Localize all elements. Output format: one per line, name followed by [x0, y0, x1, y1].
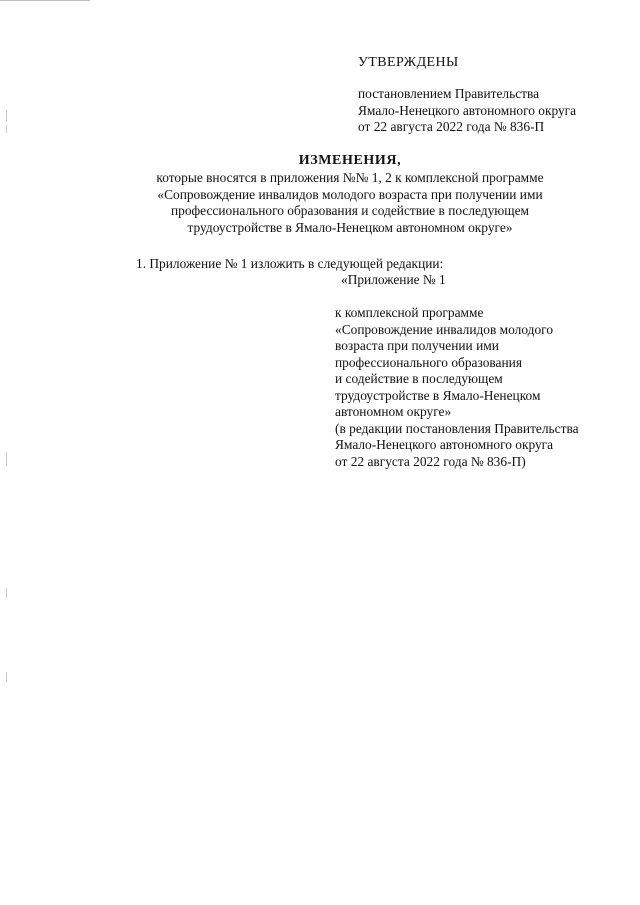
approval-stamp — [358, 54, 633, 136]
approval-line: постановлением Правительства — [358, 86, 540, 101]
appendix-line: «Сопровождение инвалидов молодого — [335, 321, 554, 337]
appendix-line: и содействие в последующем — [335, 371, 503, 386]
approval-line: Ямало-Ненецкого автономного округа — [358, 102, 577, 118]
changes-title: ИЗМЕНЕНИЯ, — [298, 153, 402, 168]
appendix-line: к комплексной программе — [335, 305, 484, 320]
appendix-line: автономном округе» — [335, 404, 452, 419]
changes-subtitle-line: «Сопровождение инвалидов молодого возраста при получении ими — [157, 186, 543, 202]
margin-mark — [6, 672, 7, 682]
appendix-line: трудоустройстве в Ямало-Ненецком — [335, 387, 541, 403]
appendix-spacer — [335, 289, 630, 306]
appendix-heading: «Приложение № 1 — [341, 272, 446, 287]
appendix-line: (в редакции постановления Правительства — [335, 420, 579, 436]
margin-mark — [6, 110, 7, 122]
changes-subtitle — [0, 170, 640, 236]
approval-line: от 22 августа 2022 года № 836-П — [358, 119, 545, 134]
item-1-text: 1. Приложение № 1 изложить в следующей редакции: — [136, 256, 444, 271]
appendix-line: от 22 августа 2022 года № 836-П) — [335, 453, 526, 469]
approval-title: УТВЕРЖДЕНЫ — [358, 55, 459, 70]
appendix-block — [335, 272, 630, 470]
margin-mark — [6, 452, 7, 466]
margin-mark — [6, 125, 7, 133]
scan-edge-line — [0, 0, 90, 1]
changes-subtitle-line: профессионального образования и содействие в последующем — [170, 203, 530, 218]
changes-subtitle-line: которые вносятся в приложения №№ 1, 2 к комплексной программе — [156, 170, 544, 185]
appendix-line: Ямало-Ненецкого автономного округа — [335, 437, 554, 452]
appendix-line: возраста при получении ими — [335, 338, 499, 353]
changes-subtitle-line: трудоустройстве в Ямало-Ненецком автономном округе» — [187, 219, 513, 235]
margin-mark — [6, 588, 7, 598]
appendix-line: профессионального образования — [335, 354, 522, 370]
